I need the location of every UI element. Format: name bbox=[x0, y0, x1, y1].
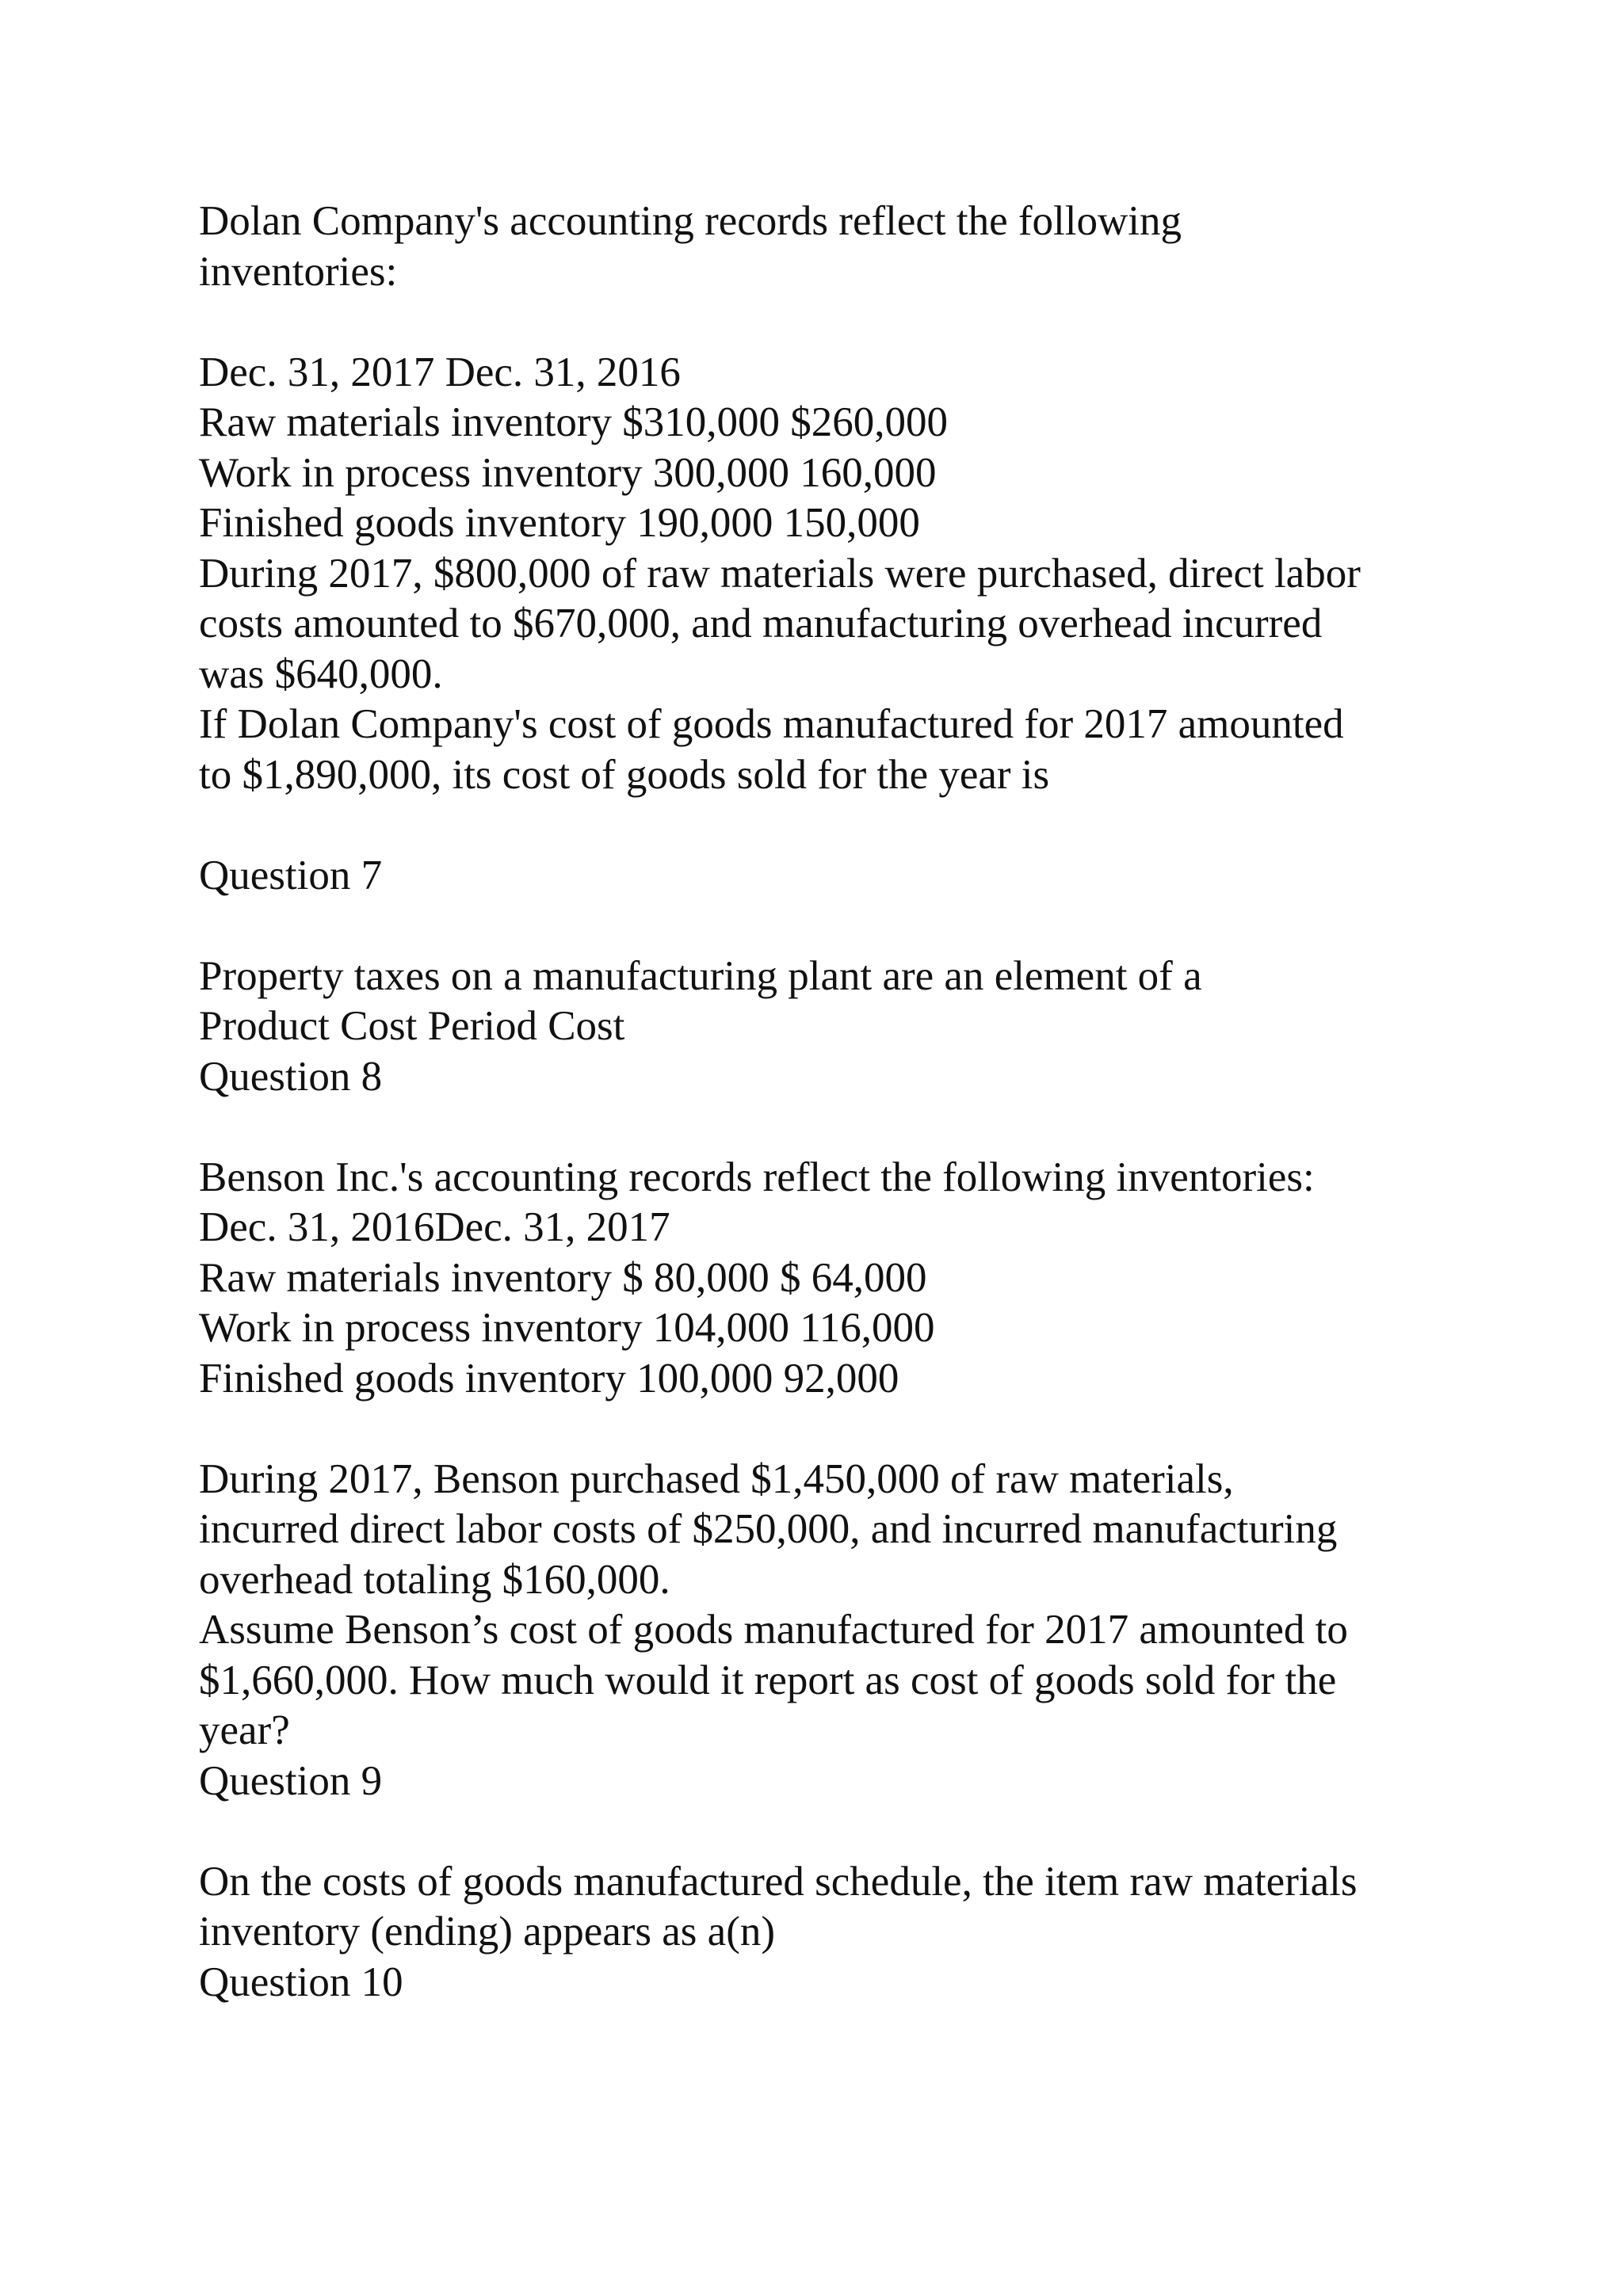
paragraph-line: overhead totaling $160,000. bbox=[199, 1556, 670, 1603]
question-heading: Question 9 bbox=[199, 1757, 383, 1804]
paragraph-line: Assume Benson’s cost of goods manufactured for 2017 amounted to bbox=[199, 1607, 1348, 1653]
table-row-line: Finished goods inventory 100,000 92,000 bbox=[199, 1355, 899, 1402]
blank-line bbox=[199, 1806, 1507, 1857]
blank-line bbox=[199, 1404, 1507, 1455]
question-heading: Question 8 bbox=[199, 1053, 383, 1100]
paragraph-line: to $1,890,000, its cost of goods sold for the year is bbox=[199, 751, 1050, 798]
paragraph-line: inventory (ending) appears as a(n) bbox=[199, 1909, 775, 1955]
table-row-line: Finished goods inventory 190,000 150,000 bbox=[199, 500, 920, 546]
blank-line bbox=[199, 800, 1507, 851]
paragraph-line: year? bbox=[199, 1707, 290, 1753]
paragraph-line: was $640,000. bbox=[199, 650, 443, 697]
paragraph-line: If Dolan Company's cost of goods manufactured for 2017 amounted bbox=[199, 701, 1344, 747]
document-body bbox=[199, 196, 1507, 2008]
blank-line bbox=[199, 297, 1507, 348]
table-header-line: Dec. 31, 2017 Dec. 31, 2016 bbox=[199, 349, 681, 395]
answer-options-line: Product Cost Period Cost bbox=[199, 1003, 625, 1049]
paragraph-line: costs amounted to $670,000, and manufacturing overhead incurred bbox=[199, 601, 1323, 646]
table-header-line: Dec. 31, 2016Dec. 31, 2017 bbox=[199, 1204, 670, 1250]
blank-line bbox=[199, 1102, 1507, 1153]
table-row-line: Work in process inventory 104,000 116,000 bbox=[199, 1305, 935, 1351]
paragraph-line: Dolan Company's accounting records reflect the following bbox=[199, 198, 1182, 244]
table-row-line: Work in process inventory 300,000 160,000 bbox=[199, 449, 937, 496]
question-heading: Question 7 bbox=[199, 852, 383, 898]
paragraph-line: During 2017, $800,000 of raw materials were purchased, direct labor bbox=[199, 550, 1361, 597]
question-heading: Question 10 bbox=[199, 1958, 403, 2005]
table-row-line: Raw materials inventory $ 80,000 $ 64,000 bbox=[199, 1254, 927, 1301]
paragraph-line: Property taxes on a manufacturing plant are an element of a bbox=[199, 952, 1202, 999]
paragraph-line: On the costs of goods manufactured schedule, the item raw materials bbox=[199, 1858, 1358, 1905]
paragraph-line: Benson Inc.'s accounting records reflect the following inventories: bbox=[199, 1154, 1315, 1200]
paragraph-line: $1,660,000. How much would it report as cost of goods sold for the bbox=[199, 1657, 1337, 1703]
table-row-line: Raw materials inventory $310,000 $260,000 bbox=[199, 399, 949, 445]
paragraph-line: incurred direct labor costs of $250,000, and incurred manufacturing bbox=[199, 1506, 1338, 1552]
blank-line bbox=[199, 901, 1507, 952]
paragraph-line: During 2017, Benson purchased $1,450,000 of raw materials, bbox=[199, 1455, 1234, 1502]
paragraph-line: inventories: bbox=[199, 248, 398, 295]
